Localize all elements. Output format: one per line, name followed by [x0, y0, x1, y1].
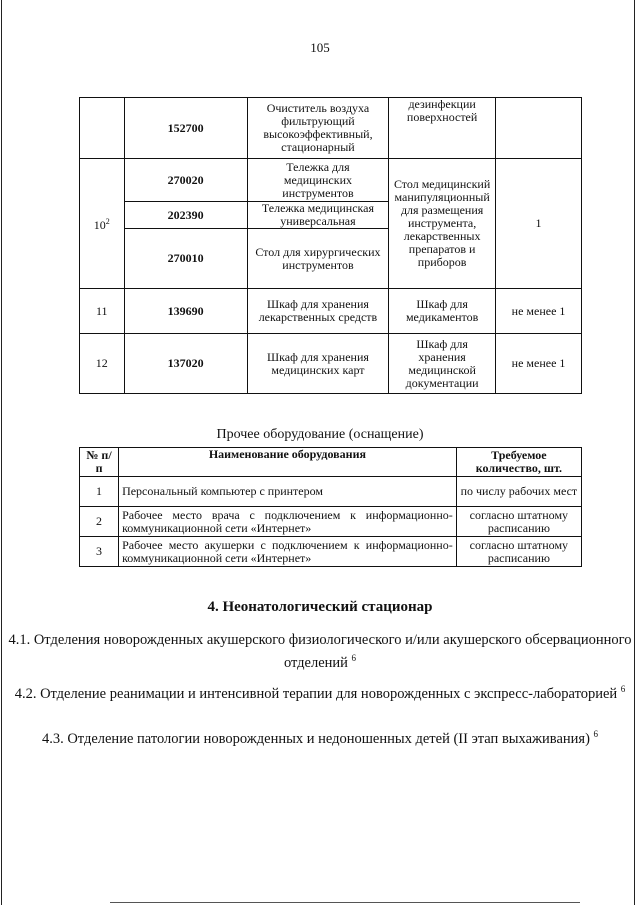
subsection-text: 4.1. Отделения новорожденных акушерского физиологического и/или акушерского обсервационного отделений	[8, 632, 632, 671]
equipment-qty: по числу рабочих мест	[456, 477, 581, 507]
subsection-4-3	[0, 725, 640, 748]
equipment-qty: не менее 1	[496, 289, 582, 334]
equipment-qty: 1	[496, 159, 582, 289]
other-equipment-table	[79, 447, 582, 567]
equipment-qty: согласно штатному расписанию	[456, 537, 581, 567]
page-border-bottom	[110, 902, 580, 903]
row-number: 12	[80, 334, 125, 394]
table-row	[80, 98, 582, 159]
table-row	[80, 334, 582, 394]
equipment-spec: Шкаф для хранения медицинской документации	[389, 334, 496, 394]
row-number	[80, 98, 125, 159]
header-qty: Требуемое количество, шт.	[456, 448, 581, 477]
subsection-text: 4.3. Отделение патологии новорожденных и недоношенных детей (II этап выхаживания)	[41, 730, 590, 747]
equipment-spec: Стол медицинский манипуляционный для размещения инструмента, лекарственных препаратов и приборов	[389, 159, 496, 289]
footnote-marker: 6	[351, 653, 357, 663]
subsection-4-2	[0, 680, 640, 703]
subsection-text: 4.2. Отделение реанимации и интенсивной терапии для новорожденных с экспресс-лабораторией	[14, 685, 618, 702]
table-header-row	[80, 448, 582, 477]
equipment-spec: дезинфекции поверхностей	[389, 98, 496, 159]
footnote-marker: 6	[593, 729, 599, 739]
row-number: 3	[80, 537, 119, 567]
equipment-name: Тележка медицинская универсальная	[247, 202, 388, 229]
row-number: 1	[80, 477, 119, 507]
table-row	[80, 537, 582, 567]
equipment-qty: не менее 1	[496, 334, 582, 394]
equipment-name: Очиститель воздуха фильтрующий высокоэффективный, стационарный	[247, 98, 388, 159]
section-title: 4. Неонатологический стационар	[207, 599, 433, 615]
table-row	[80, 159, 582, 202]
row-number	[80, 159, 125, 289]
equipment-code: 152700	[124, 98, 247, 159]
equipment-name: Стол для хирургических инструментов	[247, 229, 388, 289]
table-row	[80, 477, 582, 507]
equipment-code: 137020	[124, 334, 247, 394]
equipment-table	[79, 97, 582, 394]
row-number: 11	[80, 289, 125, 334]
subsection-4-1	[0, 631, 640, 672]
equipment-name: Шкаф для хранения медицинских карт	[247, 334, 388, 394]
equipment-code: 202390	[124, 202, 247, 229]
equipment-name: Тележка для медицинских инструментов	[247, 159, 388, 202]
header-name: Наименование оборудования	[119, 448, 457, 477]
equipment-qty: согласно штатному расписанию	[456, 507, 581, 537]
table-row	[80, 289, 582, 334]
equipment-code: 139690	[124, 289, 247, 334]
equipment-name: Рабочее место акушерки с подключением к информационно-коммуникационной сети «Интернет»	[119, 537, 457, 567]
equipment-code: 270020	[124, 159, 247, 202]
equipment-name: Шкаф для хранения лекарственных средств	[247, 289, 388, 334]
table-row	[80, 507, 582, 537]
header-num: № п/п	[80, 448, 119, 477]
other-equipment-title: Прочее оборудование (оснащение)	[216, 427, 424, 442]
page-border-right	[634, 0, 635, 905]
equipment-name: Рабочее место врача с подключением к информационно-коммуникационной сети «Интернет»	[119, 507, 457, 537]
footnote-marker: 6	[620, 684, 626, 694]
row-number: 2	[80, 507, 119, 537]
page-number: 105	[310, 40, 330, 55]
row-number-superscript: 2	[105, 217, 110, 226]
equipment-name: Персональный компьютер с принтером	[119, 477, 457, 507]
equipment-code: 270010	[124, 229, 247, 289]
row-number-value: 10	[93, 218, 106, 232]
page-border-left	[1, 0, 2, 905]
equipment-qty	[496, 98, 582, 159]
equipment-spec: Шкаф для медикаментов	[389, 289, 496, 334]
